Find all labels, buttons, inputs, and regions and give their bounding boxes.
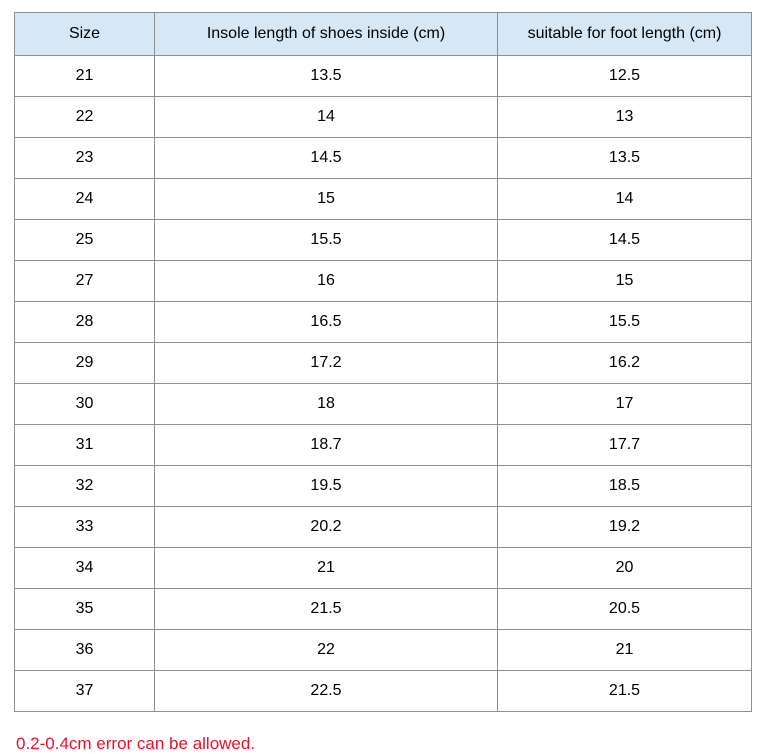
cell-size: 33 bbox=[15, 507, 155, 548]
table-row bbox=[15, 56, 752, 97]
cell-insole-length: 15 bbox=[155, 179, 498, 220]
cell-size: 31 bbox=[15, 425, 155, 466]
cell-insole-length: 21 bbox=[155, 548, 498, 589]
cell-foot-length: 14 bbox=[498, 179, 752, 220]
cell-insole-length: 17.2 bbox=[155, 343, 498, 384]
table-row bbox=[15, 507, 752, 548]
cell-insole-length: 14.5 bbox=[155, 138, 498, 179]
cell-insole-length: 15.5 bbox=[155, 220, 498, 261]
column-header-foot-length: suitable for foot length (cm) bbox=[498, 13, 752, 56]
cell-size: 27 bbox=[15, 261, 155, 302]
table-body bbox=[15, 56, 752, 712]
cell-foot-length: 17.7 bbox=[498, 425, 752, 466]
cell-size: 22 bbox=[15, 97, 155, 138]
cell-foot-length: 20.5 bbox=[498, 589, 752, 630]
table-row bbox=[15, 261, 752, 302]
cell-foot-length: 15 bbox=[498, 261, 752, 302]
cell-size: 24 bbox=[15, 179, 155, 220]
cell-size: 29 bbox=[15, 343, 155, 384]
error-tolerance-note: 0.2-0.4cm error can be allowed. bbox=[16, 734, 256, 753]
table-row bbox=[15, 630, 752, 671]
table-row bbox=[15, 548, 752, 589]
cell-insole-length: 16.5 bbox=[155, 302, 498, 343]
cell-insole-length: 21.5 bbox=[155, 589, 498, 630]
cell-foot-length: 21 bbox=[498, 630, 752, 671]
column-header-insole-length: Insole length of shoes inside (cm) bbox=[155, 13, 498, 56]
cell-foot-length: 16.2 bbox=[498, 343, 752, 384]
table-row bbox=[15, 220, 752, 261]
cell-size: 34 bbox=[15, 548, 155, 589]
cell-foot-length: 21.5 bbox=[498, 671, 752, 712]
cell-insole-length: 18 bbox=[155, 384, 498, 425]
cell-insole-length: 20.2 bbox=[155, 507, 498, 548]
table-row bbox=[15, 671, 752, 712]
cell-size: 35 bbox=[15, 589, 155, 630]
shoe-size-table bbox=[14, 12, 752, 712]
cell-insole-length: 18.7 bbox=[155, 425, 498, 466]
column-header-size: Size bbox=[15, 13, 155, 56]
cell-size: 30 bbox=[15, 384, 155, 425]
table-row bbox=[15, 384, 752, 425]
cell-insole-length: 13.5 bbox=[155, 56, 498, 97]
table-row bbox=[15, 302, 752, 343]
table-row bbox=[15, 466, 752, 507]
cell-foot-length: 15.5 bbox=[498, 302, 752, 343]
cell-size: 37 bbox=[15, 671, 155, 712]
cell-size: 25 bbox=[15, 220, 155, 261]
table-row bbox=[15, 179, 752, 220]
cell-foot-length: 13 bbox=[498, 97, 752, 138]
cell-insole-length: 19.5 bbox=[155, 466, 498, 507]
cell-insole-length: 16 bbox=[155, 261, 498, 302]
cell-foot-length: 14.5 bbox=[498, 220, 752, 261]
cell-foot-length: 18.5 bbox=[498, 466, 752, 507]
cell-insole-length: 22 bbox=[155, 630, 498, 671]
cell-size: 21 bbox=[15, 56, 155, 97]
table-row bbox=[15, 589, 752, 630]
cell-foot-length: 13.5 bbox=[498, 138, 752, 179]
cell-foot-length: 12.5 bbox=[498, 56, 752, 97]
table-header-row bbox=[15, 13, 752, 56]
table-row bbox=[15, 425, 752, 466]
table-row bbox=[15, 97, 752, 138]
cell-foot-length: 17 bbox=[498, 384, 752, 425]
table-row bbox=[15, 138, 752, 179]
cell-size: 23 bbox=[15, 138, 155, 179]
cell-foot-length: 19.2 bbox=[498, 507, 752, 548]
cell-size: 28 bbox=[15, 302, 155, 343]
cell-size: 32 bbox=[15, 466, 155, 507]
cell-insole-length: 14 bbox=[155, 97, 498, 138]
table-header bbox=[15, 13, 752, 56]
cell-foot-length: 20 bbox=[498, 548, 752, 589]
table-row bbox=[15, 343, 752, 384]
cell-size: 36 bbox=[15, 630, 155, 671]
cell-insole-length: 22.5 bbox=[155, 671, 498, 712]
